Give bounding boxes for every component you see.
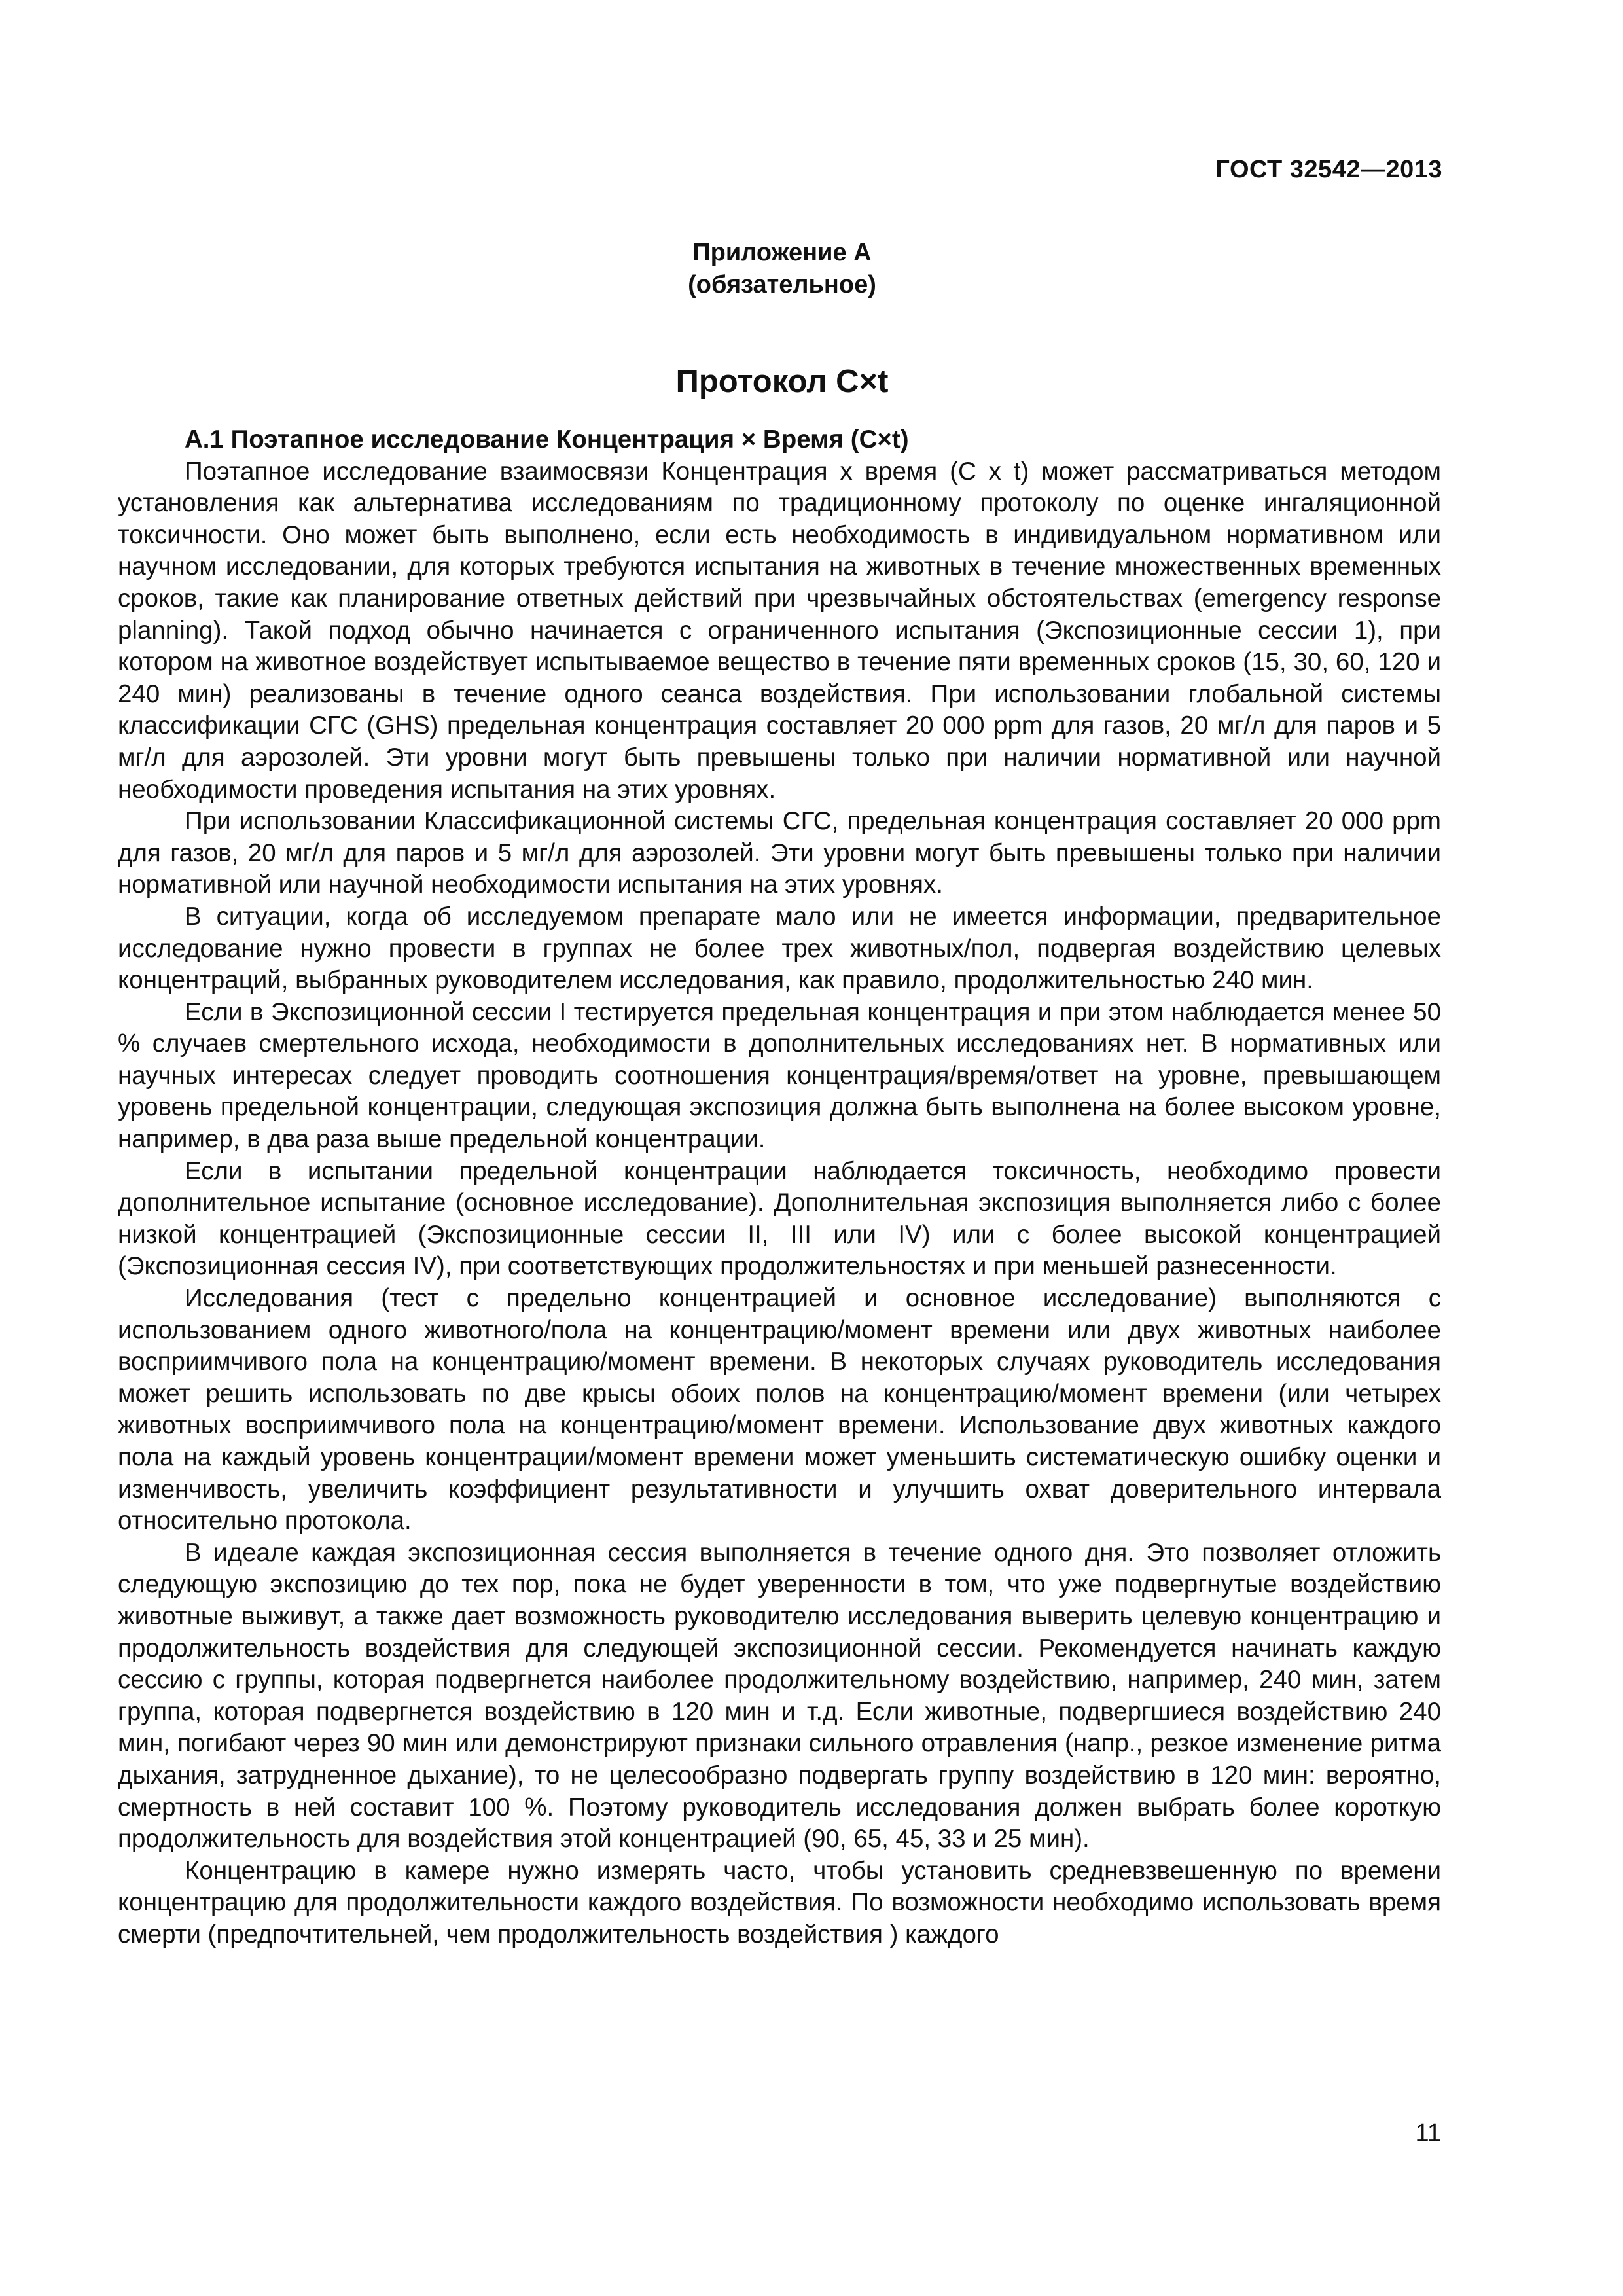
paragraph: При использовании Классификационной системы СГС, предельная концентрация составляет 20 000 ppm для газов, 20 мг/л для паров и 5 мг/л для аэрозолей. Эти уровни могут быть превышены только при наличии нормативной или научной необходимости испытания на этих уровнях. [118,807,1441,899]
paragraph: В идеале каждая экспозиционная сессия выполняется в течение одного дня. Это позволяет отложить следующую экспозицию до тех пор, пока не будет уверенности в том, что уже подвергнутые воздействию животные выживут, а также дает возможность руководителю исследования выверить целевую концентрацию и продолжительность воздействия для следующей экспозиционной сессии. Рекомендуется начинать каждую сессию с группы, которая подвергнется наиболее продолжительному воздействию, например, 240 мин, затем группа, которая подвергнется воздействию в 120 мин и т.д. Если животные, подвергшиеся воздействию 240 мин, погибают через 90 мин или демонстрируют признаки сильного отравления (напр., резкое изменение ритма дыхания, затрудненное дыхание), то не целесообразно подвергать группу воздействию в 120 мин: вероятно, смертность в ней составит 100 %. Поэтому руководитель исследования должен выбрать более короткую продолжительность для воздействия этой концентрацией (90, 65, 45, 33 и 25 мин). [118,1538,1441,1854]
section-heading: А.1 Поэтапное исследование Концентрация × Время (С×t) [185,425,909,454]
paragraph: Исследования (тест с предельно концентрацией и основное исследование) выполняются с использованием одного животного/пола на концентрацию/момент времени или двух животных наиболее восприимчивого пола на концентрацию/момент времени. В некоторых случаях руководитель исследования может решить использовать по две крысы обоих полов на концентрацию/момент времени (или четырех животных восприимчивого пола на концентрацию/момент времени. Использование двух животных каждого пола на каждый уровень концентрации/момент времени может уменьшить систематическую ошибку оценки и изменчивость, увеличить коэффициент результативности и улучшить охват доверительного интервала относительно протокола. [118,1284,1441,1535]
document-code: ГОСТ 32542—2013 [1215,156,1442,183]
paragraph: Поэтапное исследование взаимосвязи Концентрация x время (C x t) может рассматриваться методом установления как альтернатива исследованиям по традиционному протоколу по оценке ингаляционной токсичности. Оно может быть выполнено, если есть необходимость в индивидуальном нормативном или научном исследовании, для которых требуются испытания на животных в течение множественных временных сроков, такие как планирование ответных действий при чрезвычайных обстоятельствах (emergency response planning). Такой подход обычно начинается с ограниченного испытания (Экспозиционные сессии 1), при котором на животное воздействует испытываемое вещество в течение пяти временных сроков (15, 30, 60, 120 и 240 мин) реализованы в течение одного сеанса воздействия. При использовании глобальной системы классификации СГС (GHS) предельная концентрация составляет 20 000 ppm для газов, 20 мг/л для паров и 5 мг/л для аэрозолей. Эти уровни могут быть превышены только при наличии нормативной или научной необходимости проведения испытания на этих уровнях. [118,457,1441,804]
protocol-title: Протокол С×t [675,364,889,399]
paragraph: Если в Экспозиционной сессии I тестируется предельная концентрация и при этом наблюдается менее 50 % случаев смертельного исхода, необходимости в дополнительных исследованиях нет. В нормативных или научных интересах следует проводить соотношения концентрация/время/ответ на уровне, превышающем уровень предельной концентрации, следующая экспозиция должна быть выполнена на более высоком уровне, например, в два раза выше предельной концентрации. [118,997,1441,1154]
section-a1 [118,424,1441,1951]
paragraph: В ситуации, когда об исследуемом препарате мало или не имеется информации, предварительное исследование нужно провести в группах не более трех животных/пол, подвергая воздействию целевых концентраций, выбранных руководителем исследования, как правило, продолжительностью 240 мин. [118,902,1441,995]
appendix-status: (обязательное) [688,271,876,298]
paragraph: Если в испытании предельной концентрации наблюдается токсичность, необходимо провести дополнительное испытание (основное исследование). Дополнительная экспозиция выполняется либо с более низкой концентрацией (Экспозиционные сессии II, III или IV) или с более высокой концентрацией (Экспозиционная сессия IV), при соответствующих продолжительностях и при меньшей разнесенности. [118,1157,1441,1281]
appendix-heading [0,237,1564,301]
page-number: 11 [1415,2119,1441,2147]
paragraph: Концентрацию в камере нужно измерять часто, чтобы установить средневзвешенную по времени концентрацию для продолжительности каждого воздействия. По возможности необходимо использовать время смерти (предпочтительней, чем продолжительность воздействия ) каждого [118,1856,1441,1948]
appendix-title: Приложение А [692,239,872,266]
